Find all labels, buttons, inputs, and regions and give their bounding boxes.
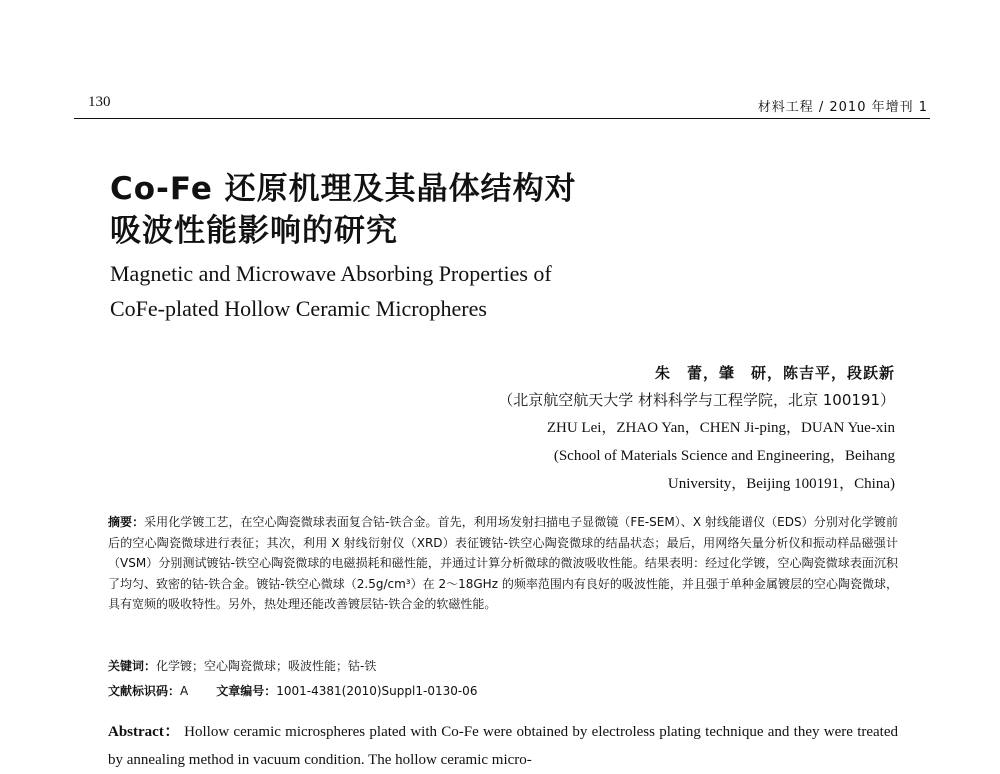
page-number: 130 bbox=[88, 94, 111, 110]
doc-code-label: 文献标识码： bbox=[108, 684, 181, 698]
affiliation-english-line2: University，Beijing 100191，China) bbox=[667, 476, 895, 492]
title-english bbox=[110, 256, 552, 326]
keywords bbox=[108, 657, 376, 674]
doc-code-value: A bbox=[180, 684, 189, 698]
authors-english: ZHU Lei，ZHAO Yan，CHEN Ji-ping，DUAN Yue-xin bbox=[546, 420, 895, 436]
abstract-english-text: Hollow ceramic microspheres plated with Co-Fe were obtained by electroless plating technique and they were treated by annealing method in vacuum condition. The hollow ceramic micro- bbox=[108, 724, 899, 768]
keywords-text: 化学镀；空心陶瓷微球；吸波性能；钴-铁 bbox=[156, 659, 377, 673]
authors-chinese: 朱 蕾，肇 研，陈吉平，段跃新 bbox=[654, 364, 895, 382]
keywords-label: 关键词： bbox=[108, 659, 157, 673]
title-chinese-line2: 吸波性能影响的研究 bbox=[110, 213, 398, 249]
abstract-chinese-text: 采用化学镀工艺，在空心陶瓷微球表面复合钴-铁合金。首先，利用场发射扫描电子显微镜（FE-SEM）、X 射线能谱仪（EDS）分别对化学镀前后的空心陶瓷微球进行表征；其次，利用 X 射线衍射仪（XRD）表征镀钴-铁空心陶瓷微球的结晶状态；最后，用网络矢量分析仪和振动样品磁强计（VSM）分别测试镀钴-铁空心陶瓷微球的电磁损耗和磁性能，并通过计算分析微球的微波吸收性能。结果表明：经过化学镀，空心陶瓷微球表面沉积了均匀、致密的钴-铁合金。镀钴-铁空心微球（2.5g/cm³）在 2～18GHz 的频率范围内有良好的吸波性能，并且强于单种金属镀层的空心陶瓷微球，具有宽频的吸收特性。另外，热处理还能改善镀层钴-铁合金的软磁性能。 bbox=[108, 515, 898, 611]
article-number-label: 文章编号： bbox=[216, 684, 277, 698]
abstract-chinese-label: 摘要： bbox=[108, 515, 145, 529]
document-codes bbox=[108, 682, 477, 699]
title-chinese-line1: Co-Fe 还原机理及其晶体结构对 bbox=[110, 171, 577, 207]
abstract-english-label: Abstract： bbox=[108, 724, 180, 740]
abstract-english bbox=[108, 718, 898, 774]
author-block bbox=[498, 360, 895, 498]
title-chinese bbox=[110, 168, 577, 252]
header-rule bbox=[74, 118, 930, 119]
title-english-line1: Magnetic and Microwave Absorbing Properties of bbox=[110, 261, 552, 286]
journal-name: 材料工程 / 2010 年增刊 1 bbox=[757, 100, 928, 115]
abstract-chinese bbox=[108, 512, 898, 615]
affiliation-english-line1: (School of Materials Science and Engineering，Beihang bbox=[553, 448, 895, 464]
affiliation-chinese: （北京航空航天大学 材料科学与工程学院，北京 100191） bbox=[498, 391, 895, 409]
article-number-value: 1001-4381(2010)Suppl1-0130-06 bbox=[276, 684, 478, 698]
title-english-line2: CoFe-plated Hollow Ceramic Micropheres bbox=[110, 296, 487, 321]
